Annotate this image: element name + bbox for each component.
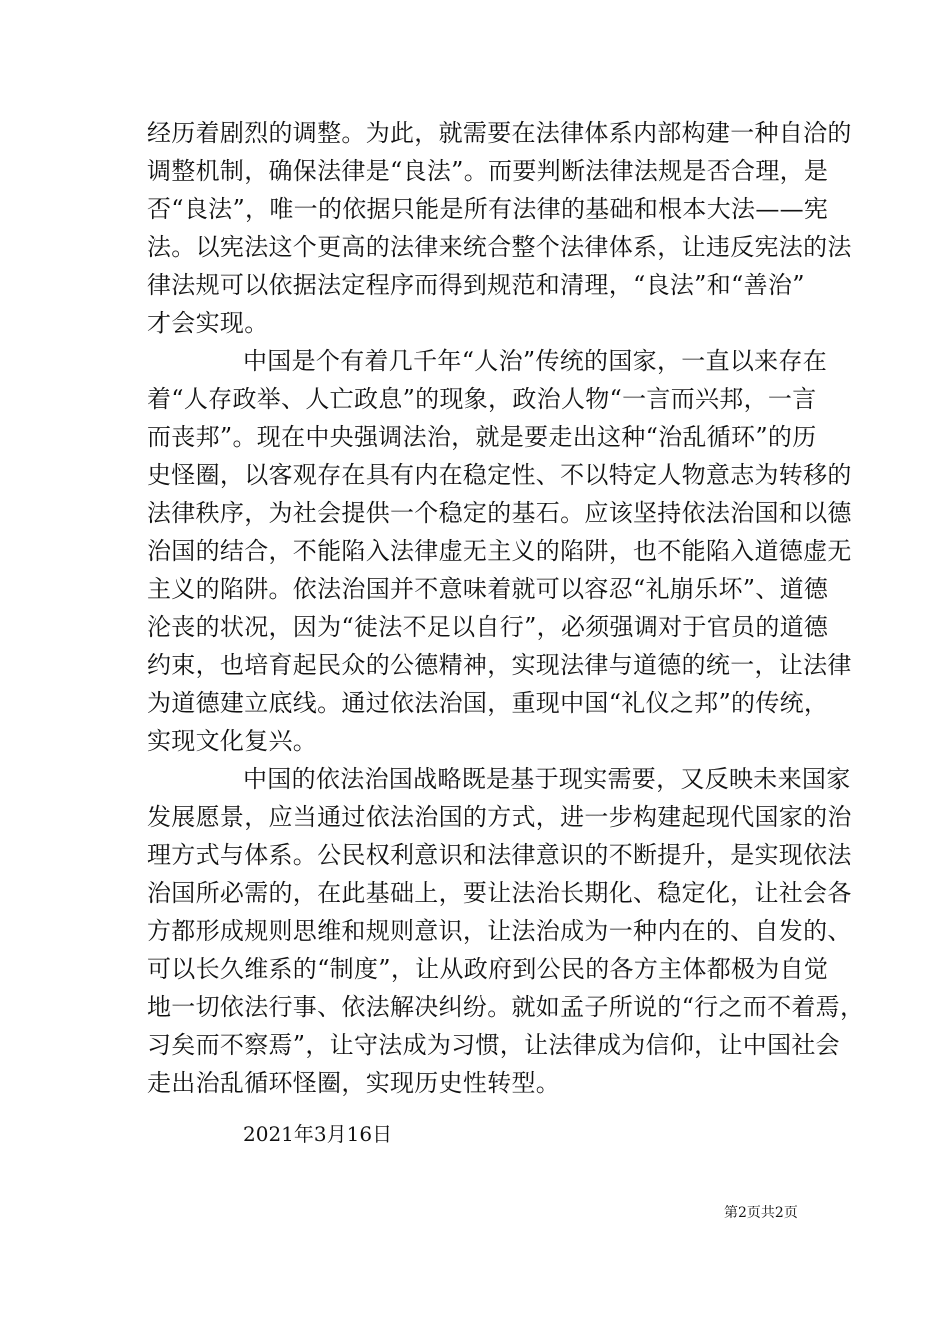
paragraph-1-line-6: 才会实现。 <box>147 309 269 337</box>
paragraph-3-line-2: 发展愿景，应当通过依法治国的方式，进一步构建起现代国家的治 <box>147 803 852 831</box>
paragraph-2-line-9: 约束，也培育起民众的公德精神，实现法律与道德的统一，让法律 <box>147 651 852 679</box>
paragraph-2-line-1: 中国是个有着几千年“人治”传统的国家，一直以来存在 <box>243 347 828 375</box>
paragraph-2-line-11: 实现文化复兴。 <box>147 727 318 755</box>
document-date: 2021年3月16日 <box>243 1122 393 1146</box>
paragraph-1-line-1: 经历着剧烈的调整。为此，就需要在法律体系内部构建一种自洽的 <box>147 119 852 147</box>
paragraph-2-line-5: 法律秩序，为社会提供一个稳定的基石。应该坚持依法治国和以德 <box>147 499 852 527</box>
paragraph-1-line-2: 调整机制，确保法律是“良法”。而要判断法律法规是否合理，是 <box>147 157 829 185</box>
paragraph-2-line-7: 主义的陷阱。依法治国并不意味着就可以容忍“礼崩乐坏”、道德 <box>147 575 829 603</box>
paragraph-2-line-4: 史怪圈，以客观存在具有内在稳定性、不以特定人物意志为转移的 <box>147 461 852 489</box>
page-number-footer: 第2页共2页 <box>724 1205 798 1221</box>
paragraph-3-line-9: 走出治乱循环怪圈，实现历史性转型。 <box>147 1069 561 1097</box>
paragraph-3-line-6: 可以长久维系的“制度”，让从政府到公民的各方主体都极为自觉 <box>147 955 829 983</box>
paragraph-3-line-4: 治国所必需的，在此基础上，要让法治长期化、稳定化，让社会各 <box>147 879 852 907</box>
paragraph-2-line-3: 而丧邦”。现在中央强调法治，就是要走出这种“治乱循环”的历 <box>147 423 817 451</box>
paragraph-2-line-8: 沦丧的状况，因为“徒法不足以自行”，必须强调对于官员的道德 <box>147 613 829 641</box>
paragraph-2-line-6: 治国的结合，不能陷入法律虚无主义的陷阱，也不能陷入道德虚无 <box>147 537 852 565</box>
paragraph-3-line-1: 中国的依法治国战略既是基于现实需要，又反映未来国家 <box>243 765 851 793</box>
paragraph-1-line-5: 律法规可以依据法定程序而得到规范和清理，“良法”和“善治” <box>147 271 805 299</box>
paragraph-2-line-10: 为道德建立底线。通过依法治国，重现中国“礼仪之邦”的传统， <box>147 689 829 717</box>
paragraph-1-line-3: 否“良法”，唯一的依据只能是所有法律的基础和根本大法——宪 <box>147 195 829 223</box>
paragraph-3-line-3: 理方式与体系。公民权利意识和法律意识的不断提升，是实现依法 <box>147 841 852 869</box>
paragraph-3-line-7: 地一切依法行事、依法解决纠纷。就如孟子所说的“行之而不着焉， <box>147 993 865 1021</box>
paragraph-2-line-2: 着“人存政举、人亡政息”的现象，政治人物“一言而兴邦，一言 <box>147 385 817 413</box>
paragraph-3-line-5: 方都形成规则思维和规则意识，让法治成为一种内在的、自发的、 <box>147 917 852 945</box>
paragraph-1-line-4: 法。以宪法这个更高的法律来统合整个法律体系，让违反宪法的法 <box>147 233 852 261</box>
paragraph-3-line-8: 习矣而不察焉”，让守法成为习惯，让法律成为信仰，让中国社会 <box>147 1031 840 1059</box>
